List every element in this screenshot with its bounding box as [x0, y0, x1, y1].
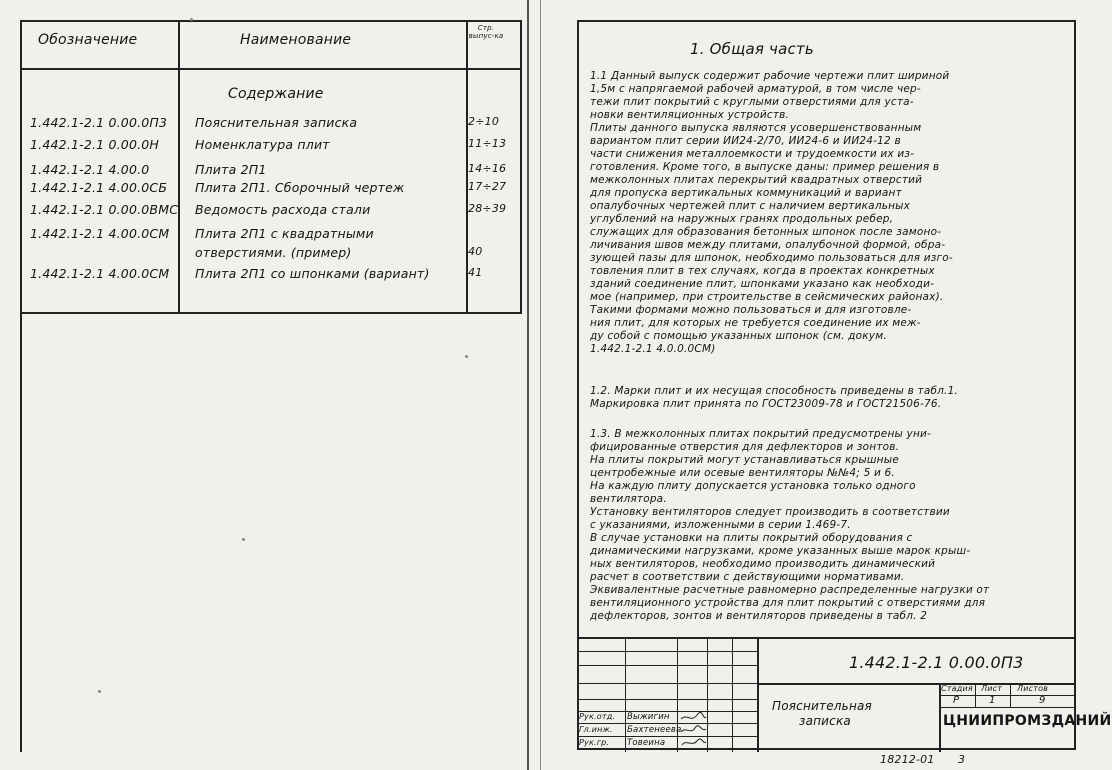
- toc-row-name: Плита 2П1. Сборочный чертеж: [195, 180, 405, 195]
- stage-value: Р: [953, 695, 960, 706]
- paragraph-1-2: 1.2. Марки плит и их несущая способность приведены в табл.1. Маркировка плит принята по ГОСТ23009-78 и ГОСТ21506-76.: [590, 385, 958, 410]
- toc-row-page: 14÷16: [468, 162, 507, 175]
- toc-row: [0, 180, 520, 200]
- role-name: Товеина: [627, 738, 666, 748]
- sheet-value: 1: [989, 695, 996, 706]
- toc-header-divider: [20, 68, 520, 70]
- role-label: Рук.отд.: [579, 712, 616, 721]
- toc-row-page: 40: [468, 245, 483, 258]
- role-name: Бахтенеева: [627, 725, 682, 735]
- signature-scribbles: [679, 711, 707, 751]
- paragraph-1-3: 1.3. В межколонных плитах покрытий предусмотрены уни- фицированные отверстия для дефлекторов и зонтов. На плиты покрытий могут устанавливаться крышные центробежные или осевые вентиляторы №№4; 5 и 6. На каждую плиту допускается установка только одного вентилятора. Установку вентиляторов следует производить в соответствии с указаниями, изложенными в серии 1.469-7. В случае установки на плиты покрытий оборудования с динамическими нагрузками, кроме указанных выше марок крыш- ных вентиляторов, необходимо производить динамический расчет в соответствии с действующими нормативами. Эквивалентные расчетные равномерно распределенные нагрузки от вентиляционного устройства для плит покрытий с отверстиями для дефлекторов, зонтов и вентиляторов приведены в табл. 2: [590, 428, 990, 622]
- toc-row-code: 1.442.1-2.1 4.00.0СМ: [30, 266, 170, 281]
- toc-row-name: Ведомость расхода стали: [195, 202, 371, 217]
- doc-code: 1.442.1-2.1 0.00.0П3: [849, 653, 1024, 672]
- binding-line: [527, 0, 529, 770]
- role-name: Выжигин: [627, 712, 670, 722]
- toc-title: Содержание: [228, 86, 324, 102]
- toc-row-name: Плита 2П1: [195, 162, 267, 177]
- archive-number: 18212-01: [880, 753, 935, 766]
- scan-speck: [242, 538, 245, 541]
- scan-speck: [190, 18, 193, 21]
- toc-row-code: 1.442.1-2.1 4.00.0: [30, 162, 150, 177]
- role-label: Гл.инж.: [579, 725, 613, 734]
- toc-row-name: Номенклатура плит: [195, 137, 330, 152]
- toc-row: [0, 137, 520, 157]
- toc-row-page: 2÷10: [468, 115, 500, 128]
- toc-row-code: 1.442.1-2.1 0.00.0Н: [30, 137, 160, 152]
- toc-row-page: 28÷39: [468, 202, 507, 215]
- toc-row: [0, 162, 520, 182]
- doc-name: Пояснительная: [772, 699, 872, 713]
- toc-header-name: Наименование: [240, 32, 352, 48]
- doc-name: записка: [799, 714, 851, 728]
- scan-speck: [465, 355, 468, 358]
- toc-row-name: Пояснительная записка: [195, 115, 358, 130]
- binding-line: [540, 0, 541, 770]
- toc-header-designation: Обозначение: [38, 32, 138, 48]
- title-block: [577, 637, 1112, 752]
- toc-row-code: 1.442.1-2.1 0.00.0П3: [30, 115, 168, 130]
- toc-row-page: 41: [468, 266, 483, 279]
- toc-row: [0, 266, 520, 286]
- section-title: 1. Общая часть: [690, 40, 814, 58]
- sheet-label: Лист: [981, 684, 1003, 693]
- toc-row-page: 17÷27: [468, 180, 507, 193]
- toc-row: [0, 226, 520, 246]
- toc-row-code: 1.442.1-2.1 0.00.0ВМС: [30, 202, 179, 217]
- page-number: 3: [958, 753, 966, 766]
- scan-speck: [98, 690, 101, 693]
- sheets-value: 9: [1039, 695, 1046, 706]
- toc-row-code: 1.442.1-2.1 4.00.0СМ: [30, 226, 170, 241]
- toc-row-name: Плита 2П1 со шпонками (вариант): [195, 266, 430, 281]
- sheets-label: Листов: [1017, 684, 1049, 693]
- toc-row-page: 11÷13: [468, 137, 507, 150]
- paragraph-1-1: 1.1 Данный выпуск содержит рабочие чертежи плит шириной 1,5м с напрягаемой рабочей арматурой, в том числе чер- тежи плит покрытий с круглыми отверстиями для уста- новки вентиляционных устройств. Плиты данного выпуска являются усовершенствованным вариантом плит серии ИИ24-2/70, ИИ24-6 и ИИ24-12 в части снижения металлоемкости и трудоемкости их из- готовления. Кроме того, в выпуске даны: пример решения в межколонных плитах перекрытий квадратных отверстий для пропуска вертикальных коммуникаций и вариант опалубочных чертежей плит с наличием вертикальных углублений на наружных гранях продольных ребер, служащих для образования бетонных шпонок после замоно- личивания швов между плитами, опалубочной формой, обра- зующей пазы для шпонок, необходимо пользоваться для изго- товления плит в тех случаях, когда в проектах конкретных зданий соединение плит, шпонками указано как необходи- мое (например, при строительстве в сейсмических районах). Такими формами можно пользоваться и для изготовле- ния плит, для которых не требуется соединение их меж- ду собой с помощью указанных шпонок (см. докум. 1.442.1-2.1 4.0.0.0СМ): [590, 70, 953, 355]
- toc-row: [0, 202, 520, 222]
- stage-label: Стадия: [941, 684, 973, 693]
- toc-row-name: Плита 2П1 с квадратными: [195, 226, 374, 241]
- toc-row-name: отверстиями. (пример): [195, 245, 352, 260]
- toc-row-code: 1.442.1-2.1 4.00.0СБ: [30, 180, 168, 195]
- toc-row: [0, 245, 520, 265]
- role-label: Рук.гр.: [579, 738, 610, 747]
- organization: ЦНИИПРОМЗДАНИЙ: [943, 713, 1112, 729]
- toc-header-page: Стр. выпус-ка: [468, 24, 504, 40]
- toc-row: [0, 115, 520, 135]
